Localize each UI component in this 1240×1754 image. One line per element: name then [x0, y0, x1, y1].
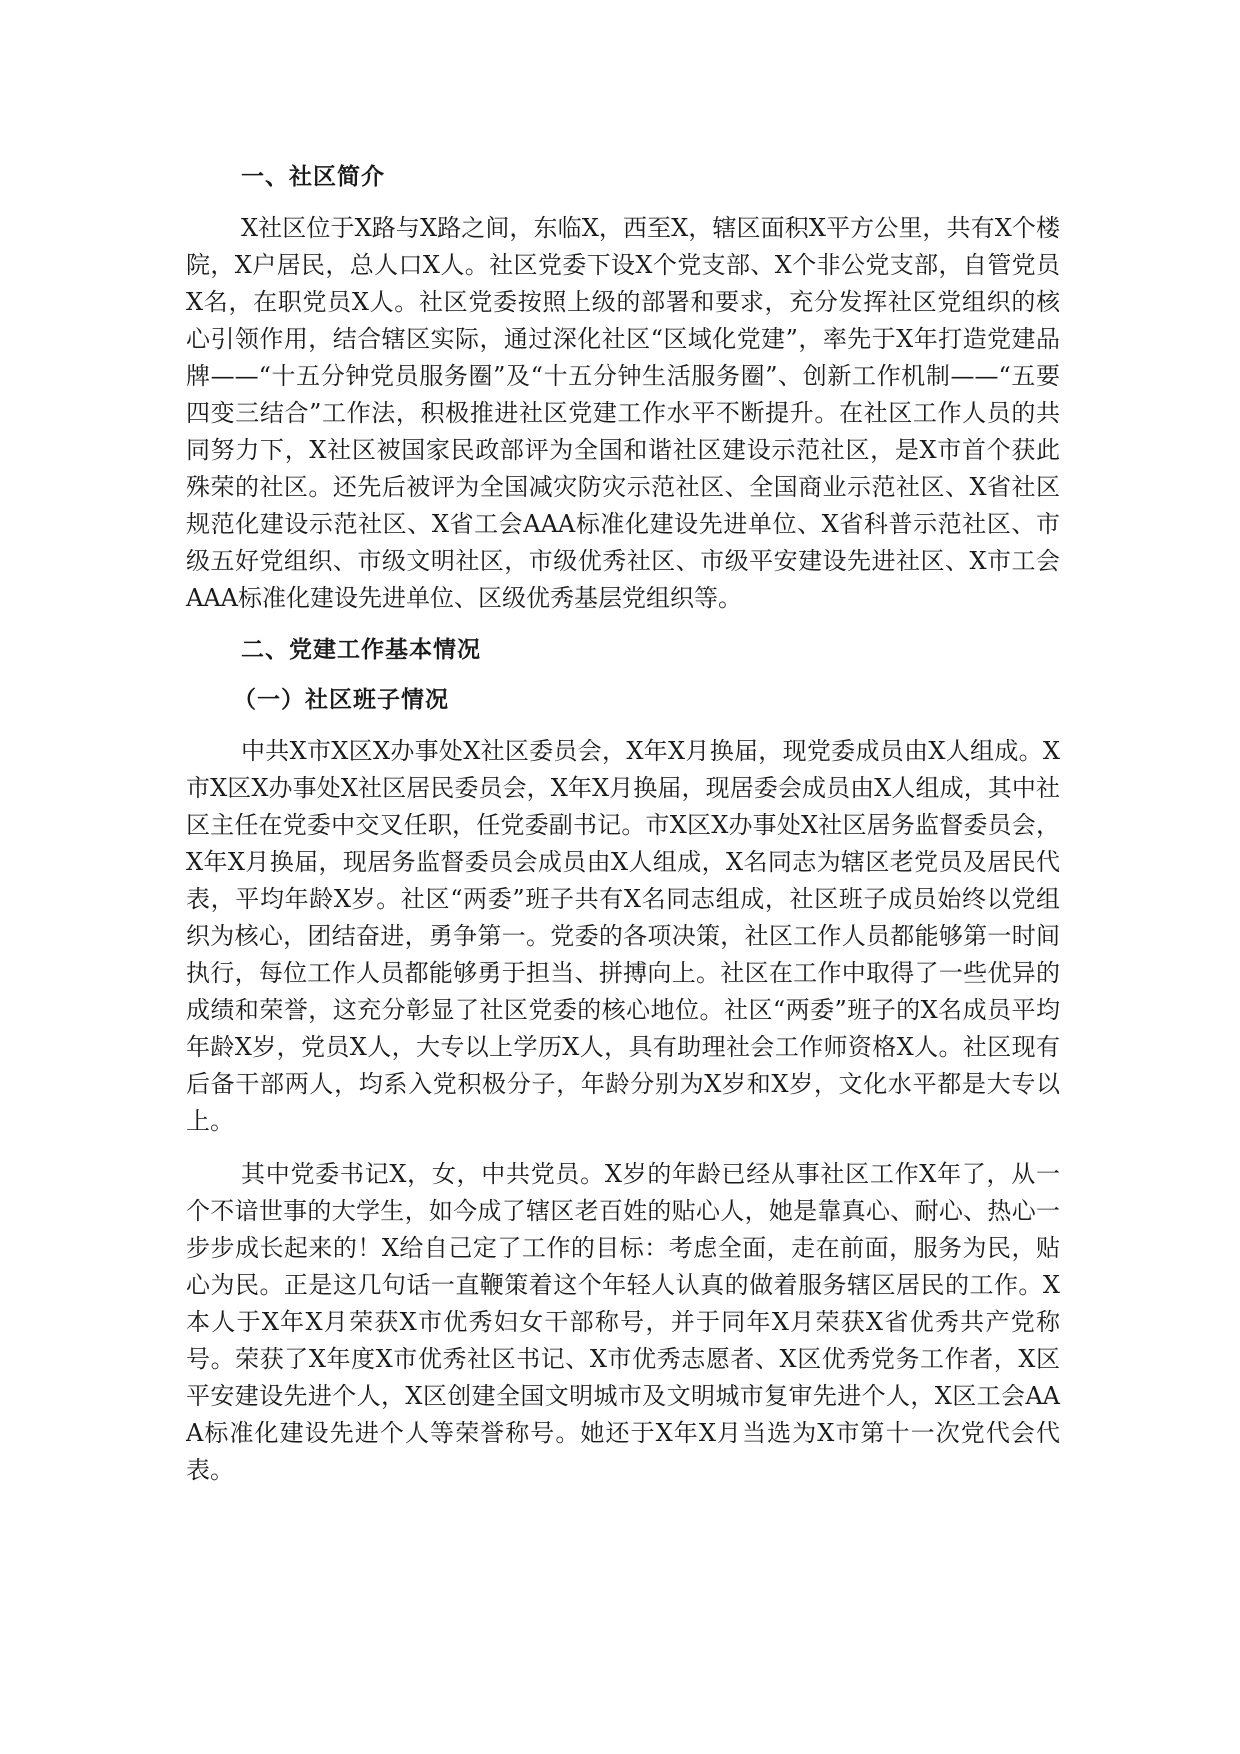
section-heading-community-intro: 一、社区简介: [241, 164, 385, 190]
party-secretary-paragraph: 其中党委书记X，女，中共党员。X岁的年龄已经从事社区工作X年了，从一个不谙世事的大学生，如今成了辖区老百姓的贴心人，她是靠真心、耐心、热心一步步成长起来的！X给自己定了工作的目标：考虑全面，走在前面，服务为民，贴心为民。正是这几句话一直鞭策着这个年轻人认真的做着服务辖区居民的工作。X本人于X年X月荣获X市优秀妇女干部称号，并于同年X月荣获X省优秀共产党称号。荣获了X年度X市优秀社区书记、X市优秀志愿者、X区优秀党务工作者，X区平安建设先进个人，X区创建全国文明城市及文明城市复审先进个人，X区工会AAA标准化建设先进个人等荣誉称号。她还于X年X月当选为X市第十一次党代会代表。: [186, 1160, 1060, 1484]
document-page: [186, 160, 1060, 1489]
community-intro-paragraph: X社区位于X路与X路之间，东临X，西至X，辖区面积X平方公里，共有X个楼院，X户居民，总人口X人。社区党委下设X个党支部、X个非公党支部，自管党员X名，在职党员X人。社区党委按照上级的部署和要求，充分发挥社区党组织的核心引领作用，结合辖区实际，通过深化社区“区域化党建”，率先于X年打造党建品牌——“十五分钟党员服务圈”及“十五分钟生活服务圈”、创新工作机制——“五要四变三结合”工作法，积极推进社区党建工作水平不断提升。在社区工作人员的共同努力下，X社区被国家民政部评为全国和谐社区建设示范社区，是X市首个获此殊荣的社区。还先后被评为全国减灾防灾示范社区、全国商业示范社区、X省社区规范化建设示范社区、X省工会AAA标准化建设先进单位、X省科普示范社区、市级五好党组织、市级文明社区，市级优秀社区、市级平安建设先进社区、X市工会AAA标准化建设先进单位、区级优秀基层党组织等。: [186, 214, 1060, 612]
subheading-community-team: （一）社区班子情况: [233, 687, 449, 713]
community-team-paragraph: 中共X市X区X办事处X社区委员会，X年X月换届，现党委成员由X人组成。X市X区X办事处X社区居民委员会，X年X月换届，现居委会成员由X人组成，其中社区主任在党委中交叉任职，任党委副书记。市X区X办事处X社区居务监督委员会，X年X月换届，现居务监督委员会成员由X人组成，X名同志为辖区老党员及居民代表，平均年龄X岁。社区“两委”班子共有X名同志组成，社区班子成员始终以党组织为核心，团结奋进，勇争第一。党委的各项决策，社区工作人员都能够第一时间执行，每位工作人员都能够勇于担当、拼搏向上。社区在工作中取得了一些优异的成绩和荣誉，这充分彰显了社区党委的核心地位。社区“两委”班子的X名成员平均年龄X岁，党员X人，大专以上学历X人，具有助理社会工作师资格X人。社区现有后备干部两人，均系入党积极分子，年龄分别为X岁和X岁，文化水平都是大专以上。: [186, 737, 1060, 1135]
section-heading-party-work: 二、党建工作基本情况: [241, 637, 481, 663]
